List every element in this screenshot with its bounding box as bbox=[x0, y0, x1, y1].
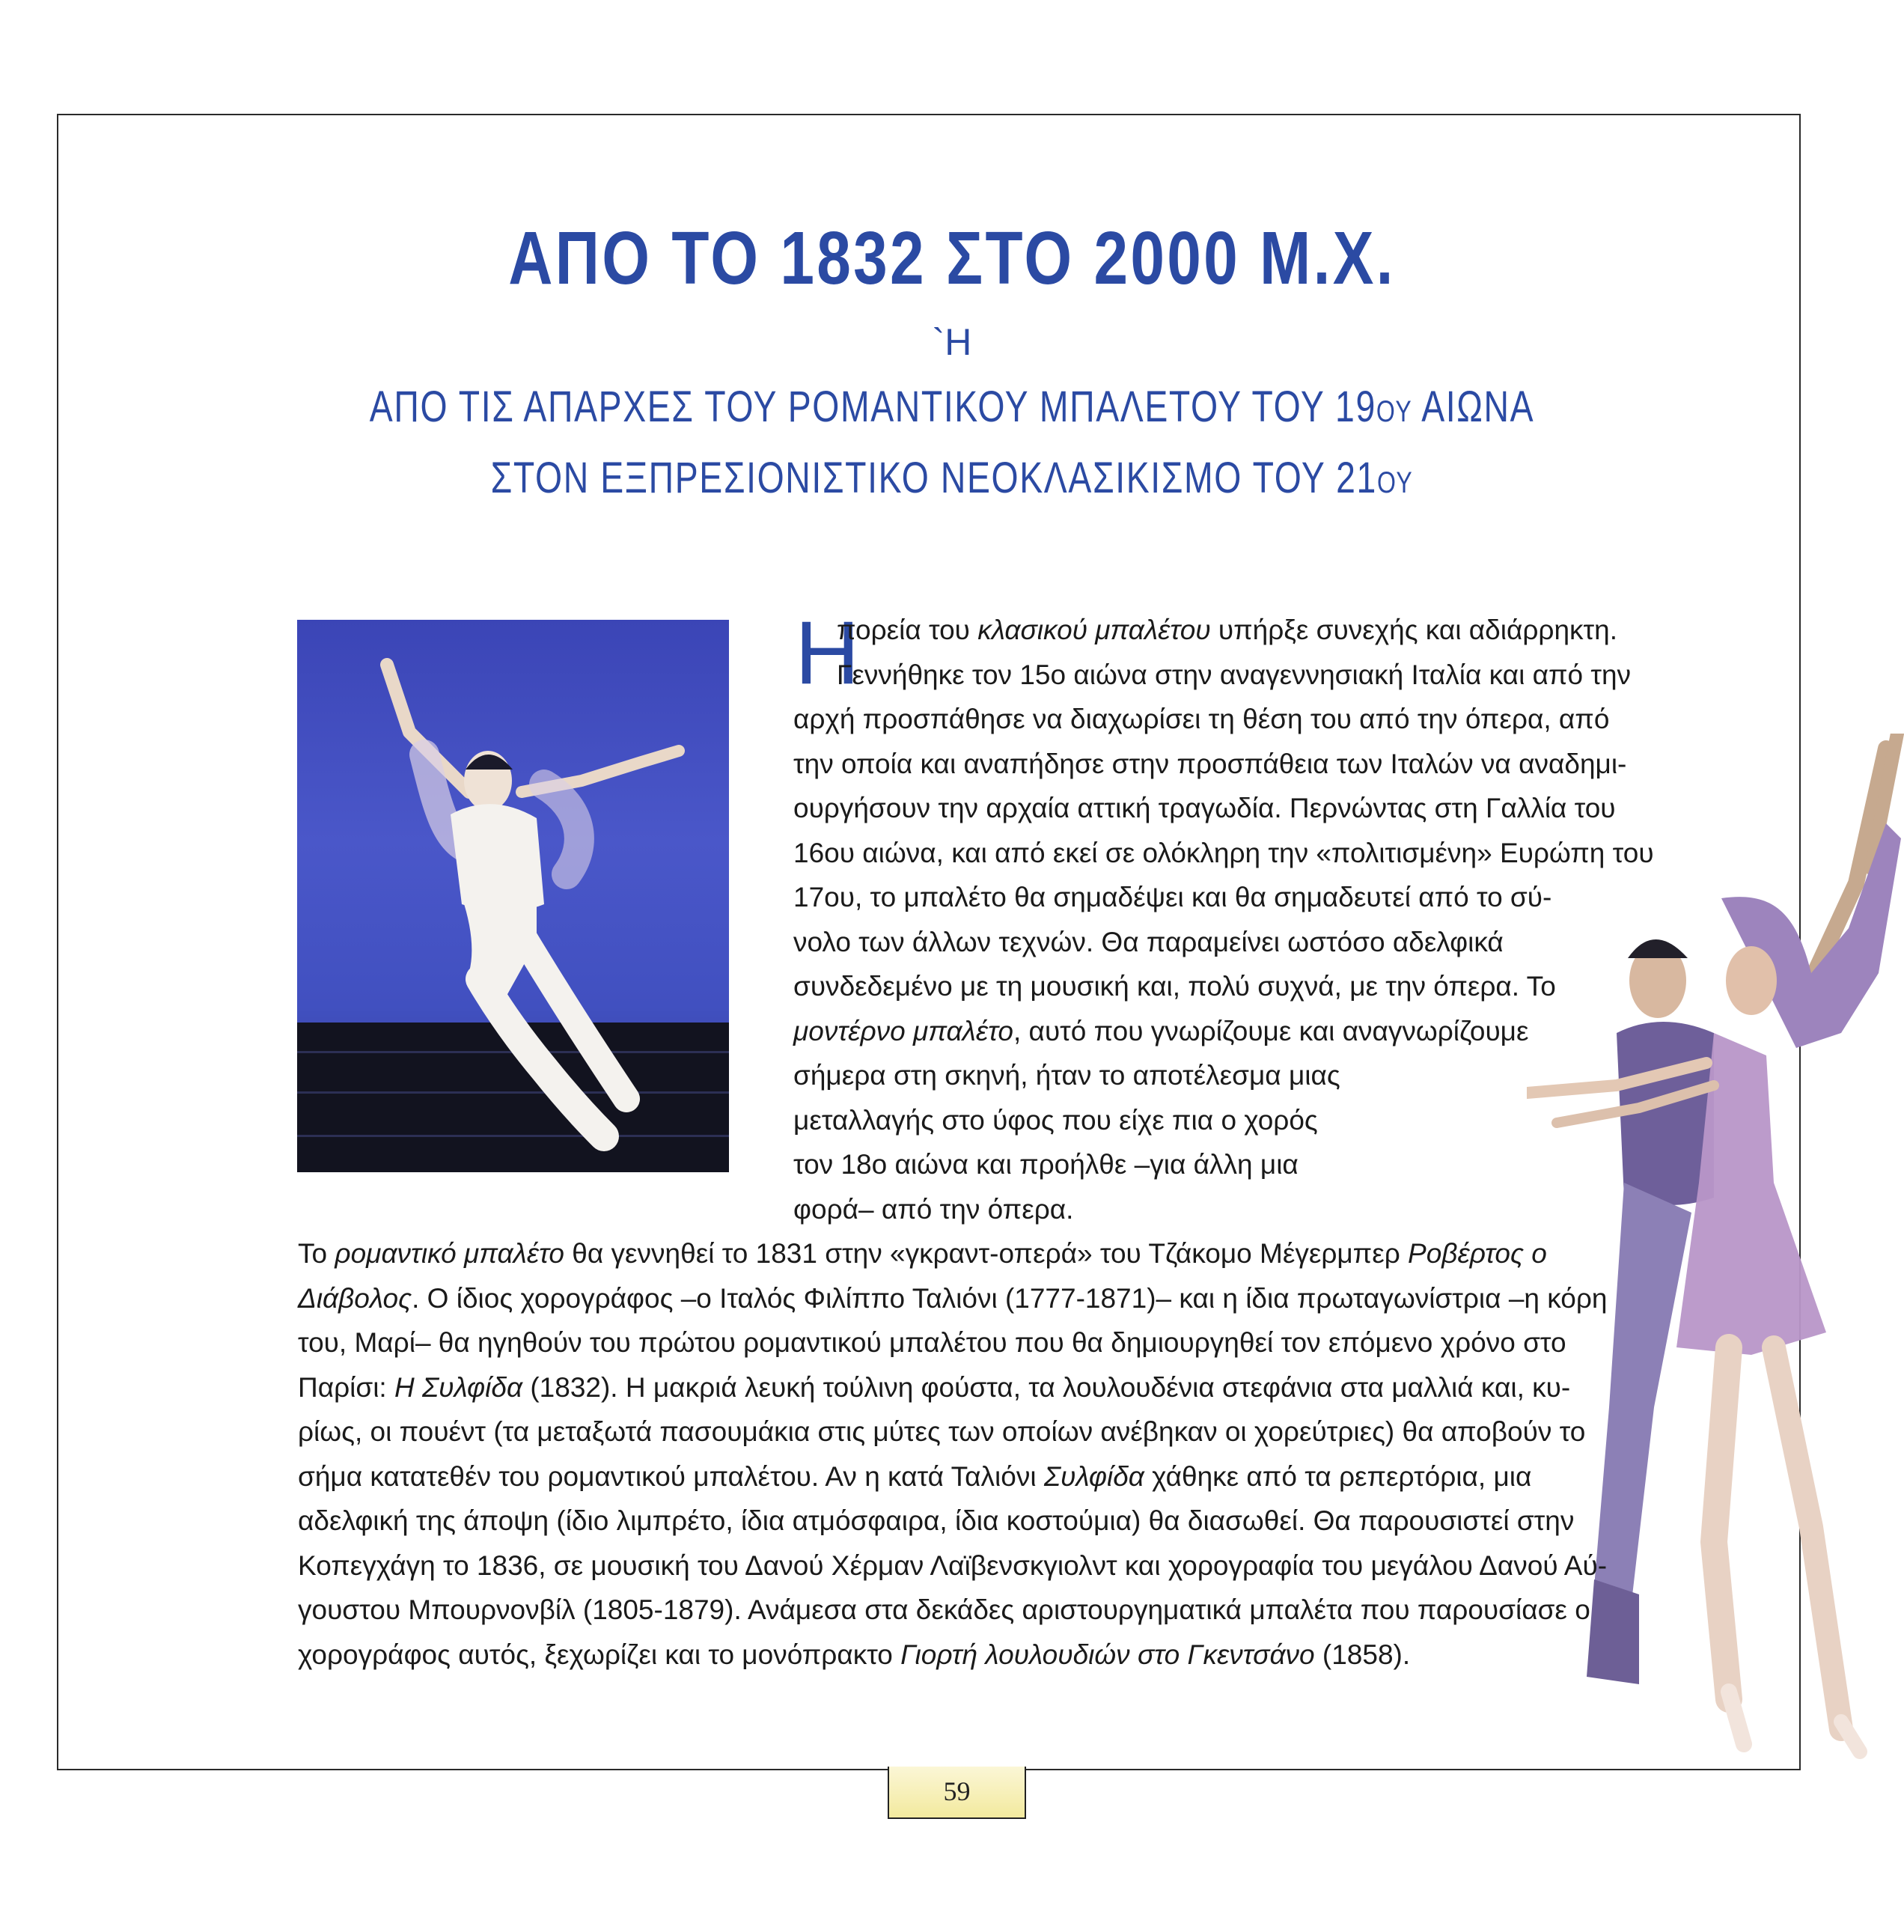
para2-line: Κοπεγχάγη το 1836, σε μουσική του Δανού Χέρμαν Λαϊβενσκγιολντ και χορογραφία του μεγάλου Δανού Αύ- bbox=[298, 1549, 1608, 1581]
para2-line: Παρίσι: Η Συλφίδα (1832). Η μακριά λευκή τούλινη φούστα, τα λουλουδένια στεφάνια στα μαλλιά και, κυ- bbox=[298, 1371, 1571, 1403]
para2-line: Το ρομαντικό μπαλέτο θα γεννηθεί το 1831 στην «γκραντ-οπερά» του Τζάκομο Μέγερμπερ Ροβέρτος ο bbox=[298, 1238, 1547, 1269]
page-title: ΑΠΟ ΤΟ 1832 ΣΤΟ 2000 Μ.Χ. bbox=[508, 216, 1396, 300]
para1-line: νολο των άλλων τεχνών. Θα παραμείνει ωστόσο αδελφικά bbox=[793, 926, 1504, 957]
para1-line: ουργήσουν την αρχαία αττική τραγωδία. Περνώντας στη Γαλλία του bbox=[793, 793, 1616, 823]
leaping-dancer-photo bbox=[297, 620, 729, 1172]
subtitle-1-end: ΑΙΩΝΑ bbox=[1412, 383, 1535, 431]
para1-line: Γεννήθηκε τον 15ο αιώνα στην αναγεννησιακή Ιταλία και από την bbox=[837, 659, 1632, 690]
para2-line: αδελφική της άποψη (ίδιο λιμπρέτο, ίδια ατμόσφαιρα, ίδια κοστούμια) θα διασωθεί. Θα παρουσιστεί στην bbox=[298, 1505, 1575, 1536]
para2-line: χορογράφος αυτός, ξεχωρίζει και το μονόπρακτο Γιορτή λουλουδιών στο Γκεντσάνο (1858). bbox=[298, 1639, 1411, 1670]
para2-line: σήμα κατατεθέν του ρομαντικού μπαλέτου. Αν η κατά Ταλιόνι Συλφίδα χάθηκε από τα ρεπερτόρια, μια bbox=[298, 1460, 1532, 1492]
para1-line: την οποία και αναπήδησε στην προσπάθεια των Ιταλών να αναδημι- bbox=[793, 748, 1627, 779]
title-conjunction: `Η bbox=[932, 321, 972, 363]
para2-line: γουστου Μπουρνονβίλ (1805-1879). Ανάμεσα στα δεκάδες αριστουργηματικά μπαλέτα που παρουσίασε ο bbox=[298, 1594, 1590, 1625]
paragraph-1 bbox=[793, 603, 1654, 1231]
para1-line: μεταλλαγής στο ύφος που είχε πια ο χορός bbox=[793, 1104, 1318, 1136]
para1-line: μοντέρνο μπαλέτο, αυτό που γνωρίζουμε και αναγνωρίζουμε bbox=[793, 1015, 1529, 1046]
page-number-box bbox=[888, 1767, 1026, 1819]
drop-cap: Η bbox=[795, 603, 860, 703]
subtitle-2-text: ΣΤΟΝ ΕΞΠΡΕΣΙΟΝΙΣΤΙΚΟ ΝΕΟΚΛΑΣΙΚΙΣΜΟ ΤΟΥ 21 bbox=[490, 454, 1377, 502]
subtitle-1-text: ΑΠΟ ΤΙΣ ΑΠΑΡΧΕΣ ΤΟΥ ΡΟΜΑΝΤΙΚΟΥ ΜΠΑΛΕΤΟΥ ΤΟΥ 19 bbox=[369, 383, 1376, 431]
para2-line: του, Μαρί– θα ηγηθούν του πρώτου ρομαντικού μπαλέτου που θα δημιουργηθεί τον επόμενο χρόνο στο bbox=[298, 1327, 1566, 1358]
para2-line: ρίως, οι πουέντ (τα μεταξωτά πασουμάκια στις μύτες των οποίων ανέβηκαν οι χορεύτριες) θα αποβούν το bbox=[298, 1416, 1586, 1447]
subtitle-line-2 bbox=[190, 453, 1713, 503]
para1-line: συνδεδεμένο με τη μουσική και, πολύ συχνά, με την όπερα. Το bbox=[793, 971, 1556, 1002]
page-number: 59 bbox=[943, 1776, 971, 1806]
dancer-figure bbox=[297, 620, 729, 1172]
para1-line: 16ου αιώνα, και από εκεί σε ολόκληρη την «πολιτισμένη» Ευρώπη του bbox=[793, 837, 1654, 868]
para1-line: 17ου, το μπαλέτο θα σημαδέψει και θα σημαδευτεί από το σύ- bbox=[793, 882, 1552, 912]
para1-line: αρχή προσπάθησε να διαχωρίσει τη θέση του από την όπερα, από bbox=[793, 704, 1610, 734]
para1-line: φορά– από την όπερα. bbox=[793, 1193, 1074, 1225]
para1-line: τον 18ο αιώνα και προήλθε –για άλλη μια bbox=[793, 1149, 1299, 1180]
para1-line: πορεία του κλασικού μπαλέτου υπήρξε συνεχής και αδιάρρηκτη. bbox=[837, 615, 1617, 645]
paragraph-2 bbox=[298, 1231, 1608, 1677]
para2-line: Διάβολος. Ο ίδιος χορογράφος –ο Ιταλός Φιλίππο Ταλιόνι (1777-1871)– και η ίδια πρωταγωνίστρια –η κόρη bbox=[298, 1282, 1608, 1314]
subtitle-1-ordinal: ΟΥ bbox=[1376, 395, 1413, 428]
subtitle-2-ordinal: ΟΥ bbox=[1376, 466, 1414, 499]
para1-line: σήμερα στη σκηνή, ήταν το αποτέλεσμα μιας bbox=[793, 1060, 1340, 1091]
subtitle-line-1 bbox=[190, 382, 1713, 432]
